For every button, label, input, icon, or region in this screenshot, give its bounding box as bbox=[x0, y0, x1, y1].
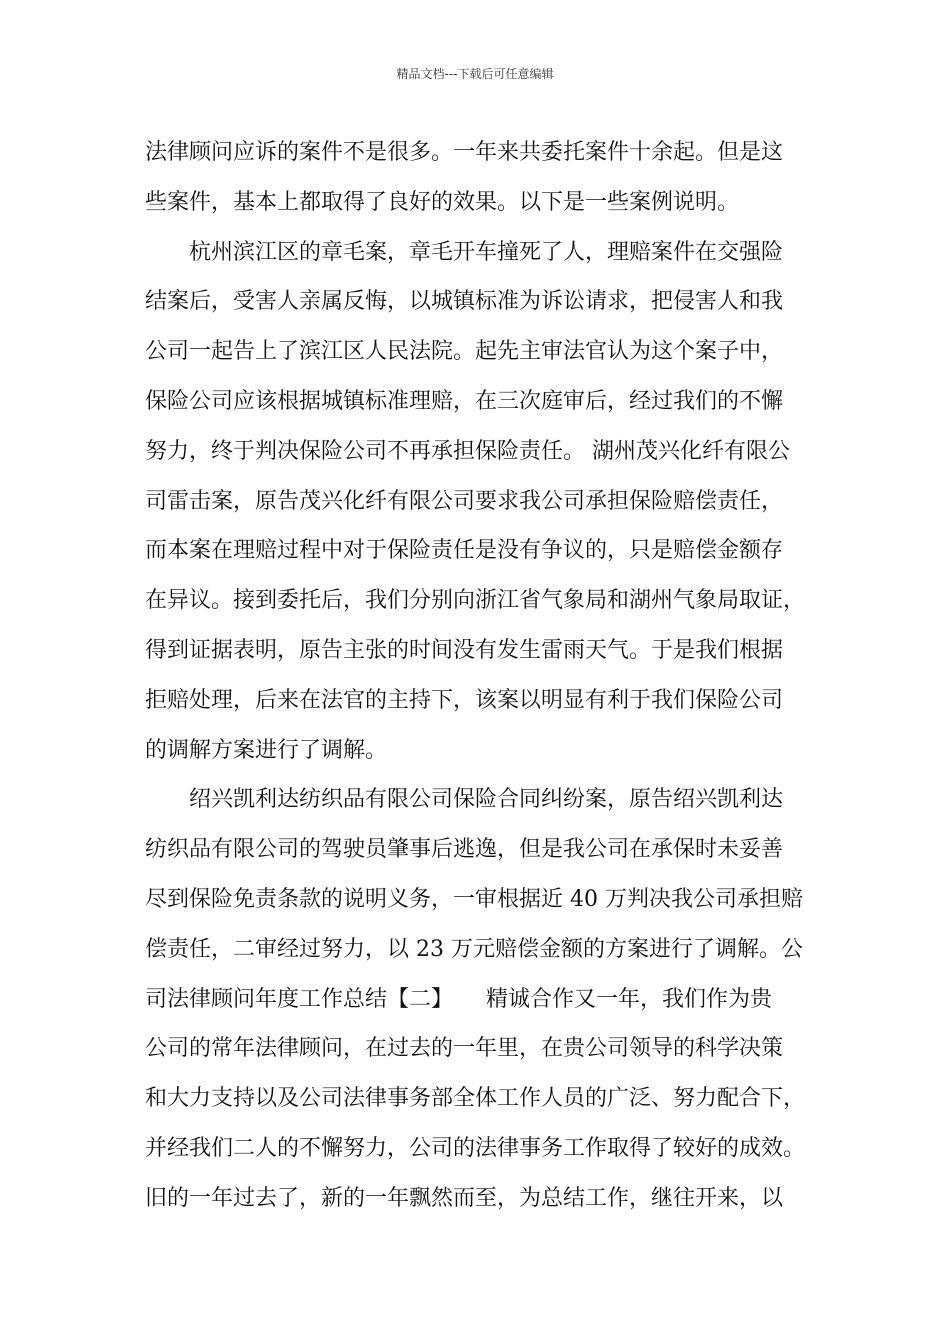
page-header: 精品文档---下载后可任意编辑 bbox=[396, 67, 554, 81]
text-line: 在异议。接到委托后，我们分别向浙江省气象局和湖州气象局取证， bbox=[145, 588, 806, 614]
text-line: 公司的常年法律顾问，在过去的一年里，在贵公司领导的科学决策 bbox=[145, 1036, 784, 1062]
text-line: 而本案在理赔过程中对于保险责任是没有争议的，只是赔偿金额存 bbox=[145, 538, 784, 564]
text-line: 些案件，基本上都取得了良好的效果。以下是一些案例说明。 bbox=[145, 189, 740, 215]
text-line: 尽到保险免责条款的说明义务，一审根据近 40 万判决我公司承担赔 bbox=[145, 886, 803, 912]
text-line: 的调解方案进行了调解。 bbox=[145, 737, 388, 763]
text-line: 司法律顾问年度工作总结【二】 精诚合作又一年，我们作为贵 bbox=[145, 986, 773, 1012]
text-line: 纺织品有限公司的驾驶员肇事后逃逸，但是我公司在承保时未妥善 bbox=[145, 837, 784, 863]
text-line: 拒赔处理，后来在法官的主持下，该案以明显有利于我们保险公司 bbox=[145, 687, 784, 713]
text-line: 努力，终于判决保险公司不再承担保险责任。 湖州茂兴化纤有限公 bbox=[145, 438, 790, 464]
text-line: 和大力支持以及公司法律事务部全体工作人员的广泛、努力配合下， bbox=[145, 1086, 806, 1112]
text-line: 绍兴凯利达纺织品有限公司保险合同纠纷案，原告绍兴凯利达 bbox=[189, 787, 784, 813]
text-line: 偿责任，二审经过努力，以 23 万元赔偿金额的方案进行了调解。公 bbox=[145, 936, 803, 962]
text-line: 旧的一年过去了，新的一年飘然而至，为总结工作，继往开来，以 bbox=[145, 1185, 784, 1211]
text-line: 法律顾问应诉的案件不是很多。一年来共委托案件十余起。但是这 bbox=[145, 140, 784, 165]
document-body bbox=[145, 128, 827, 1224]
text-line: 结案后，受害人亲属反悔，以城镇标准为诉讼请求，把侵害人和我 bbox=[145, 289, 784, 315]
text-line: 得到证据表明，原告主张的时间没有发生雷雨天气。于是我们根据 bbox=[145, 637, 784, 663]
text-line: 并经我们二人的不懈努力，公司的法律事务工作取得了较好的成效。 bbox=[145, 1135, 806, 1161]
text-line: 杭州滨江区的章毛案，章毛开车撞死了人，理赔案件在交强险 bbox=[189, 239, 784, 265]
text-line: 公司一起告上了滨江区人民法院。起先主审法官认为这个案子中， bbox=[145, 339, 784, 365]
text-line: 司雷击案，原告茂兴化纤有限公司要求我公司承担保险赔偿责任， bbox=[145, 488, 784, 514]
text-line: 保险公司应该根据城镇标准理赔，在三次庭审后，经过我们的不懈 bbox=[145, 388, 784, 414]
